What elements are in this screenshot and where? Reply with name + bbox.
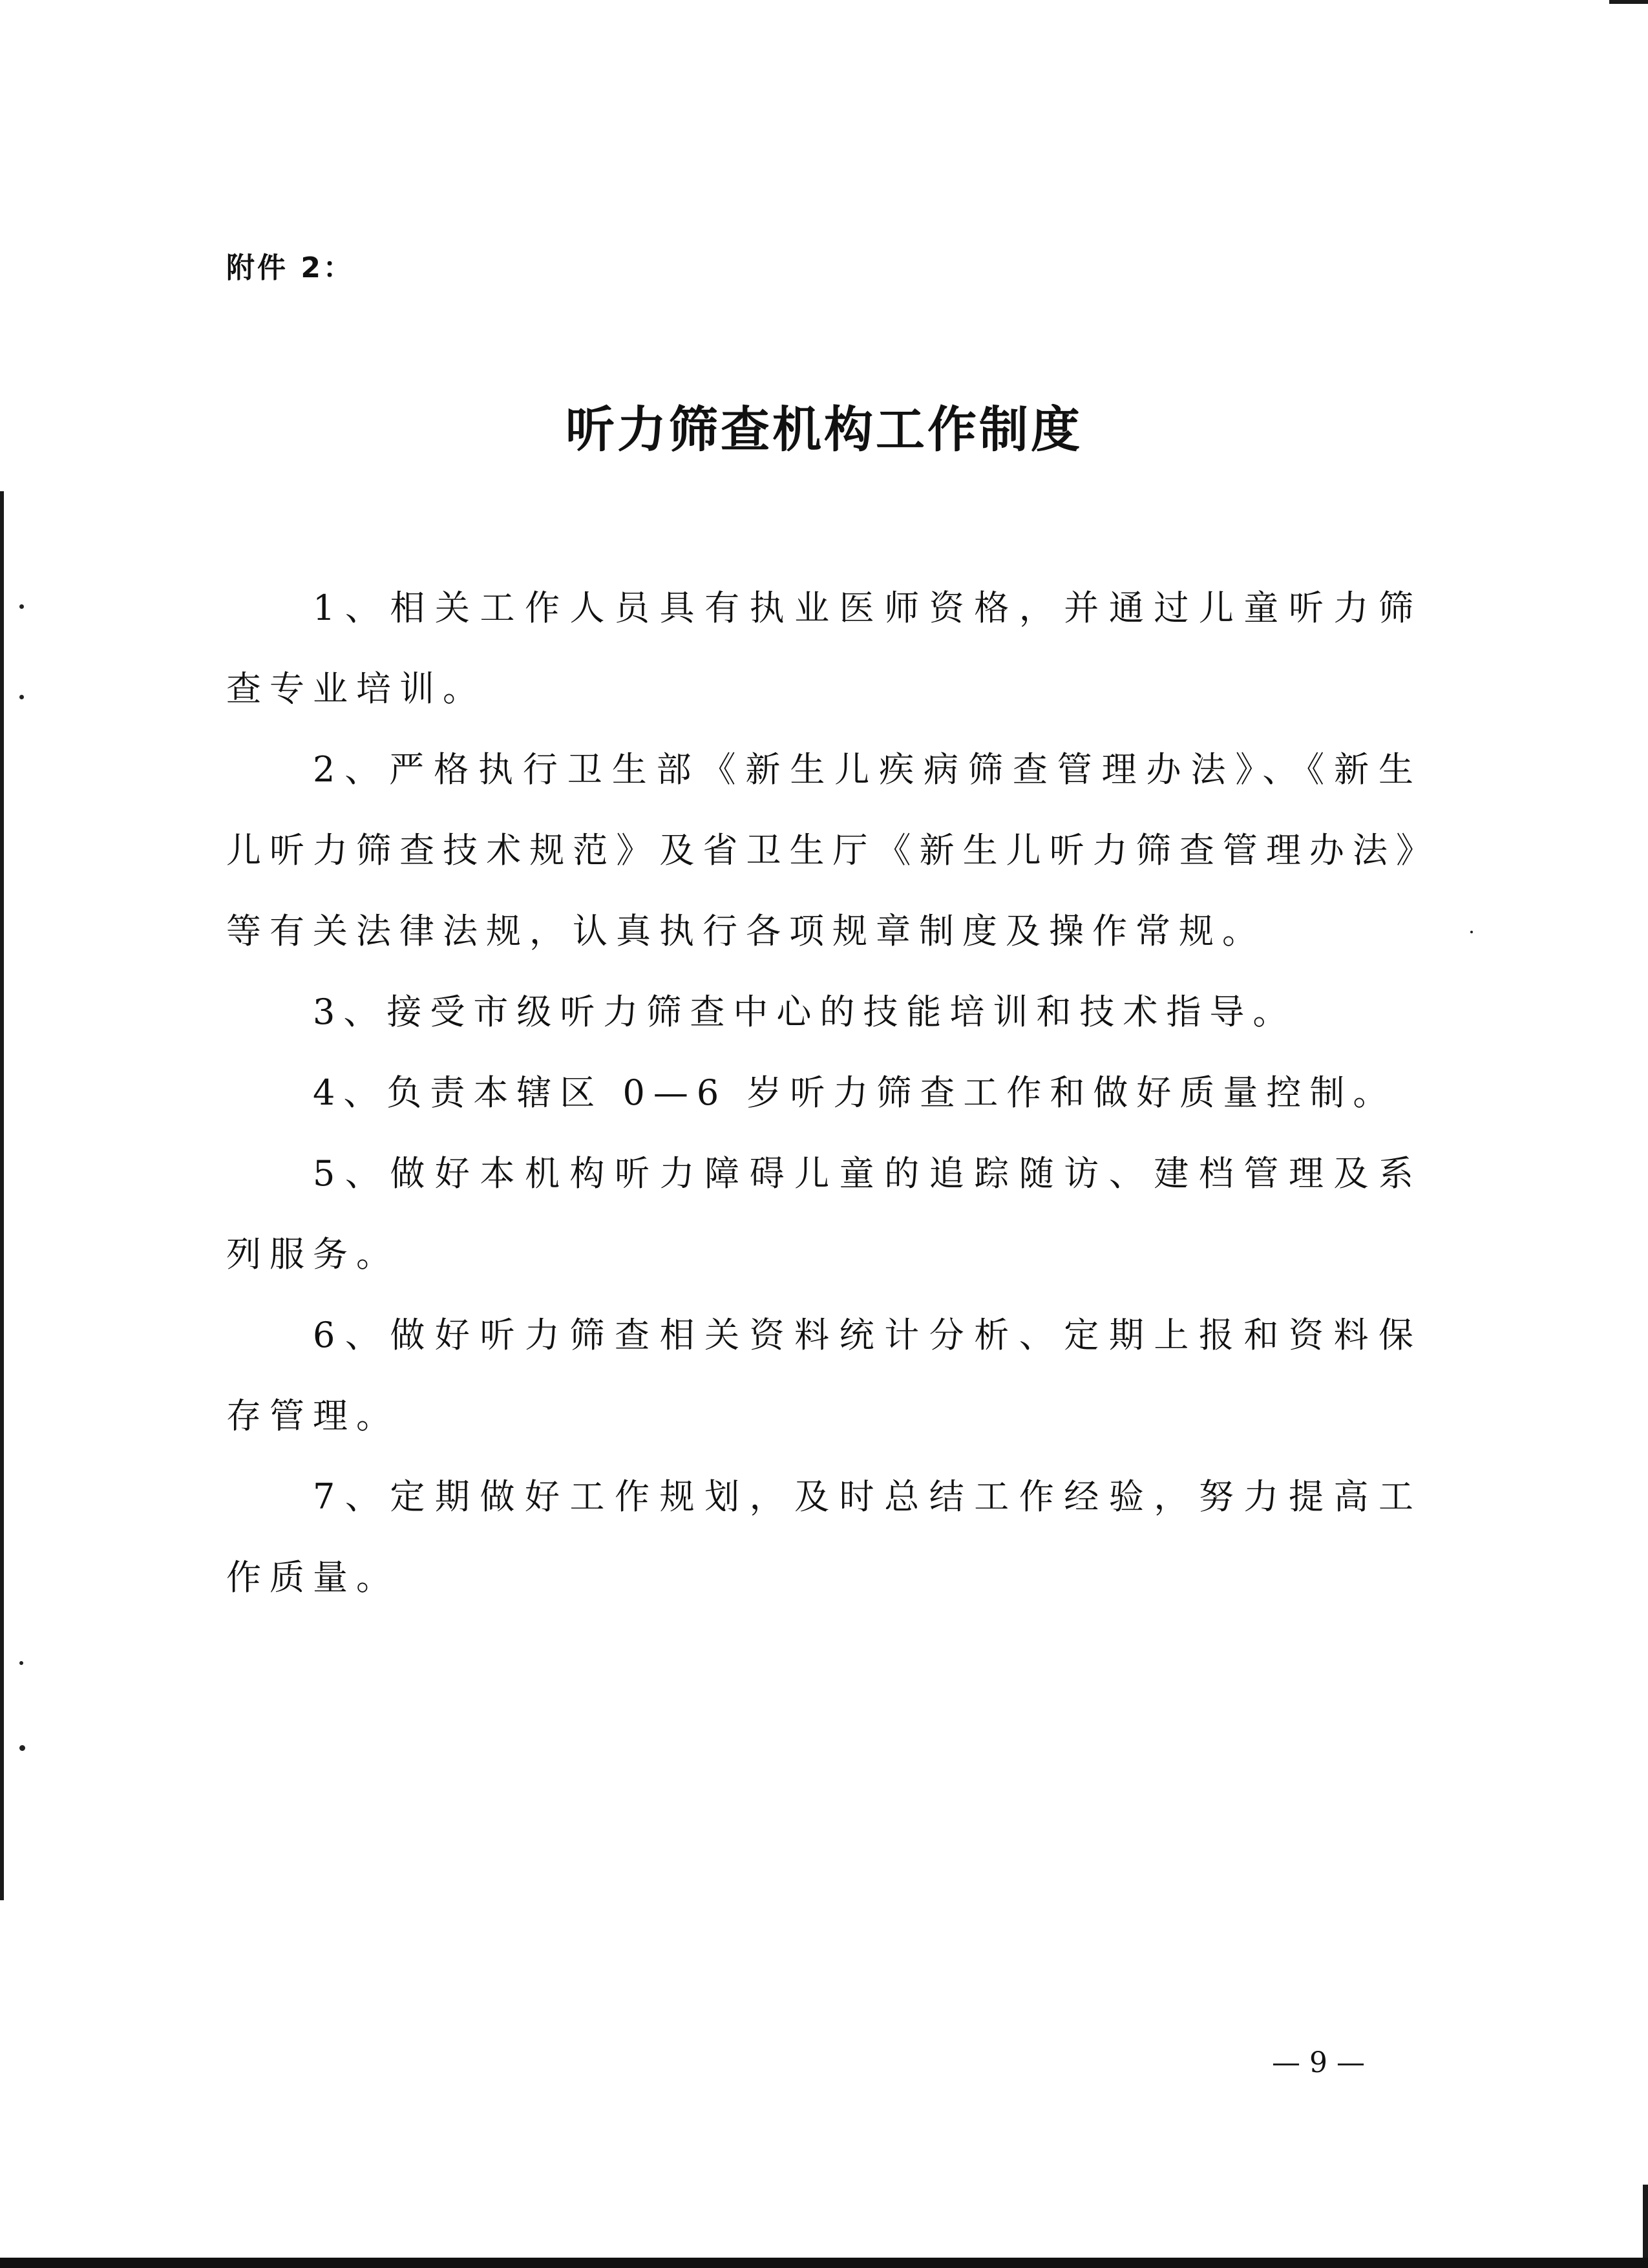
paragraph-5: 5、做好本机构听力障碍儿童的追踪随访、建档管理及系列服务。 [226,1153,1422,1275]
paragraph-1: 1、相关工作人员具有执业医师资格，并通过儿童听力筛查专业培训。 [226,588,1422,709]
scan-speck [19,1745,25,1751]
paragraph-3: 3、接受市级听力筛查中心的技能培训和技术指导。 [313,991,1296,1032]
scan-edge-bottom [0,2258,1648,2268]
attachment-label: 附件 2： [226,251,354,284]
scan-speck [19,1661,23,1665]
document-body [226,567,1422,1618]
scan-speck [19,604,24,609]
scan-edge-top-right [1609,0,1648,4]
paragraph-7: 7、定期做好工作规划，及时总结工作经验，努力提高工作质量。 [226,1476,1422,1598]
paragraph-2: 2、严格执行卫生部《新生儿疾病筛查管理办法》、《新生儿听力筛查技术规范》及省卫生厅《新生儿听力筛查管理办法》等有关法律法规，认真执行各项规章制度及操作常规。 [226,749,1422,951]
scan-speck [1470,931,1473,933]
scan-edge-right [1643,2185,1648,2268]
scan-speck [19,695,24,699]
document-title: 听力筛查机构工作制度 [565,401,1083,458]
paragraph-6: 6、做好听力筛查相关资料统计分析、定期上报和资料保存管理。 [226,1315,1422,1436]
paragraph-4: 4、负责本辖区 0—6 岁听力筛查工作和做好质量控制。 [313,1072,1397,1113]
scan-edge-left [0,491,4,1900]
page-number: — 9 — [1272,2046,1365,2079]
